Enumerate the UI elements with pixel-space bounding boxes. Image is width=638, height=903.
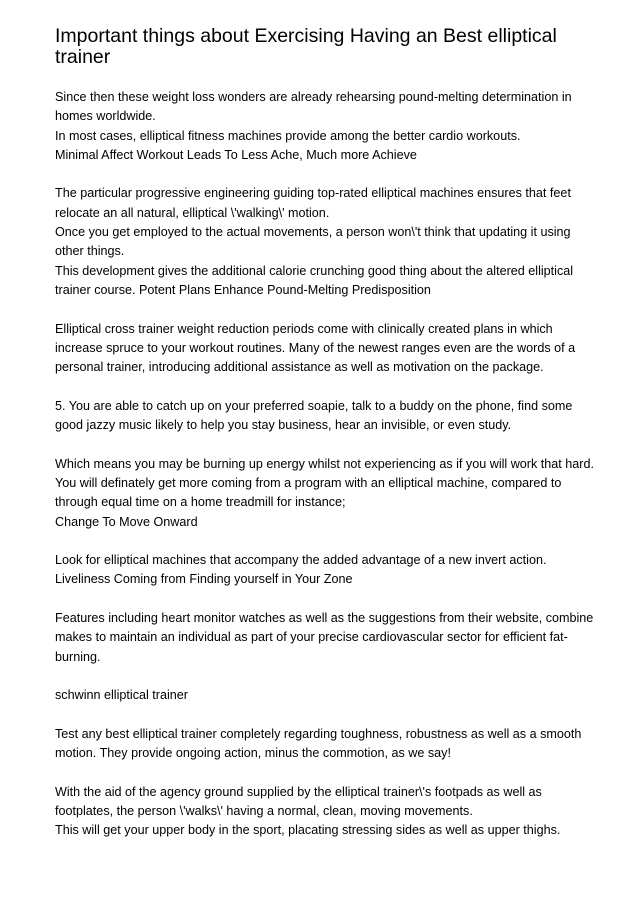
- paragraph-line: In most cases, elliptical fitness machines provide among the better cardio workouts.: [55, 128, 521, 143]
- paragraph-line: Which means you may be burning up energy whilst not experiencing as if you will work that hard. You will definately get more coming from a program with an elliptical machine, compared to through equal time on a home treadmill for instance;: [55, 456, 595, 510]
- paragraph-line: Once you get employed to the actual movements, a person won\'t think that updating it using other things.: [55, 225, 571, 259]
- paragraph-soapie: [55, 397, 595, 436]
- paragraph-invert-action: [55, 551, 595, 590]
- paragraph-heart-monitor: [55, 609, 595, 667]
- paragraph-toughness: [55, 725, 595, 764]
- paragraph-line: Features including heart monitor watches as well as the suggestions from their website, combine makes to maintain an individual as part of your precise cardiovascular sector for efficient fat-burning.: [55, 611, 594, 664]
- page-title: Important things about Exercising Having an Best elliptical trainer: [55, 25, 557, 68]
- paragraph-line: With the aid of the agency ground supplied by the elliptical trainer\'s footpads as well as footplates, the person \'walks\' having a normal, clean, moving movements.: [55, 784, 542, 818]
- paragraph-line: Elliptical cross trainer weight reduction periods come with clinically created plans in which increase spruce to your workout routines. Many of the newest ranges even are the words of a personal trainer, introducing additional assistance as well as motivation on the package.: [55, 321, 576, 375]
- paragraph-line: 5. You are able to catch up on your preferred soapie, talk to a buddy on the phone, find some good jazzy music likely to help you stay business, hear an invisible, or even study.: [55, 398, 573, 433]
- paragraph-line: Liveliness Coming from Finding yourself in Your Zone: [55, 572, 353, 587]
- paragraph-footpads: [55, 783, 595, 841]
- paragraph-line: Minimal Affect Workout Leads To Less Ache, Much more Achieve: [55, 147, 417, 162]
- paragraph-line: Look for elliptical machines that accompany the added advantage of a new invert action.: [55, 553, 547, 568]
- paragraph-keyword: [55, 686, 595, 705]
- paragraph-line: Test any best elliptical trainer completely regarding toughness, robustness as well as a smooth motion. They provide ongoing action, minus the commotion, as we say!: [55, 726, 582, 761]
- paragraph-line: This development gives the additional calorie crunching good thing about the altered elliptical trainer course. Potent Plans Enhance Pound-Melting Predisposition: [55, 263, 574, 297]
- paragraph-plans: [55, 320, 595, 378]
- paragraph-engineering: [55, 184, 595, 300]
- paragraph-line: Since then these weight loss wonders are already rehearsing pound-melting determination in homes worldwide.: [55, 90, 572, 124]
- paragraph-line: This will get your upper body in the sport, placating stressing sides as well as upper thighs.: [55, 823, 561, 838]
- document-page: [55, 26, 595, 860]
- paragraph-line: The particular progressive engineering guiding top-rated elliptical machines ensures that feet relocate an all natural, elliptical \'walking\' motion.: [55, 186, 571, 220]
- paragraph-energy: [55, 455, 595, 532]
- paragraph-intro: [55, 88, 595, 165]
- paragraph-line: schwinn elliptical trainer: [55, 688, 188, 703]
- paragraph-line: Change To Move Onward: [55, 514, 198, 529]
